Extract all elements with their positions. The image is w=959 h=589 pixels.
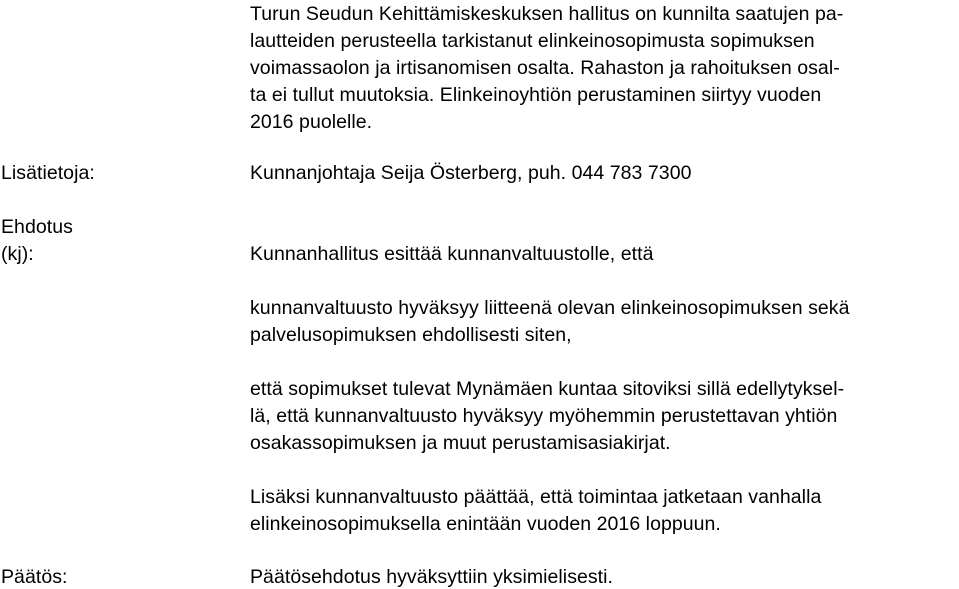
intro-line-4: ta ei tullut muutoksia. Elinkeinoyhtiön perustaminen siirtyy vuoden: [250, 84, 822, 106]
ehdotus-paragraph3-line-1: Lisäksi kunnanvaltuusto päättää, että toimintaa jatketaan vanhalla: [250, 486, 822, 508]
ehdotus-paragraph1-line-2: palvelusopimuksen ehdollisesti siten,: [250, 324, 572, 346]
intro-line-2: lautteiden perusteella tarkistanut elinkeinosopimusta sopimuksen: [250, 30, 815, 52]
paatos-text: Päätösehdotus hyväksyttiin yksimielisesti.: [250, 566, 614, 588]
ehdotus-intro: Kunnanhallitus esittää kunnanvaltuustolle, että: [250, 243, 654, 265]
ehdotus-label-line-1: Ehdotus: [1, 216, 73, 238]
intro-line-5: 2016 puolelle.: [250, 111, 373, 133]
ehdotus-paragraph2-line-2: lä, että kunnanvaltuusto hyväksyy myöhemmin perustettavan yhtiön: [250, 405, 838, 427]
paatos-label: Päätös:: [1, 566, 68, 588]
lisatietoja-text: Kunnanjohtaja Seija Österberg, puh. 044 783 7300: [250, 162, 692, 184]
ehdotus-paragraph2-line-3: osakassopimuksen ja muut perustamisasiakirjat.: [250, 432, 671, 454]
ehdotus-label-line-2: (kj):: [1, 243, 34, 265]
lisatietoja-label: Lisätietoja:: [1, 162, 95, 184]
ehdotus-paragraph3-line-2: elinkeinosopimuksella enintään vuoden 2016 loppuun.: [250, 513, 721, 535]
ehdotus-paragraph2-line-1: että sopimukset tulevat Mynämäen kuntaa sitoviksi sillä edellytyksel-: [250, 378, 845, 400]
intro-line-3: voimassaolon ja irtisanomisen osalta. Rahaston ja rahoituksen osal-: [250, 57, 840, 79]
ehdotus-paragraph1-line-1: kunnanvaltuusto hyväksyy liitteenä olevan elinkeinosopimuksen sekä: [250, 297, 850, 319]
intro-line-1: Turun Seudun Kehittämiskeskuksen hallitus on kunnilta saatujen pa-: [250, 3, 844, 25]
